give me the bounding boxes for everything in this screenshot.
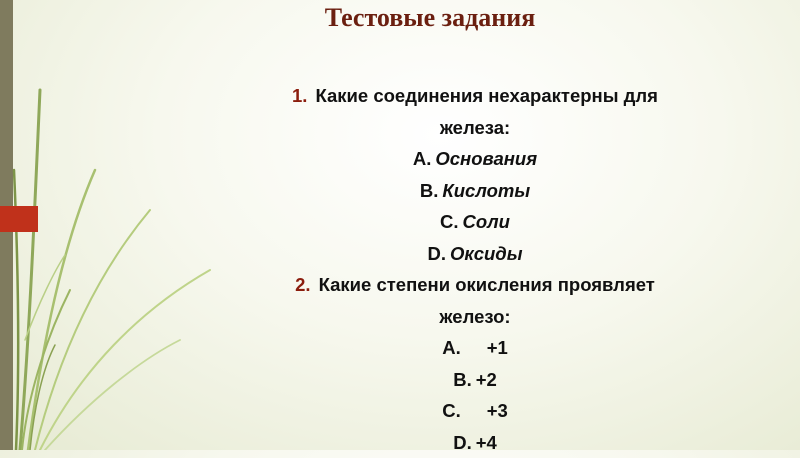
answer-option[interactable] [230,427,720,458]
answer-option[interactable] [230,175,720,207]
option-letter: C. [442,400,461,421]
option-letter: D. [427,243,446,264]
question-number: 2. [295,274,310,295]
option-letter: B. [420,180,439,201]
accent-bar [0,206,38,232]
option-text: +3 [487,400,508,421]
slide-title: Тестовые задания [60,3,800,33]
option-text: Основания [435,148,537,169]
slide-content [230,80,720,458]
option-text: Оксиды [450,243,523,264]
question-text-continued: железа: [230,112,720,144]
question-number: 1. [292,85,307,106]
answer-option[interactable] [230,238,720,270]
answer-option[interactable] [230,395,720,427]
answer-option[interactable] [230,332,720,364]
option-letter: A. [442,337,461,358]
option-text: +2 [476,369,497,390]
option-text: Кислоты [442,180,530,201]
question-text-continued: железо: [230,301,720,333]
option-text: Соли [463,211,510,232]
question-text: Какие соединения нехарактерны для [315,85,658,106]
answer-option[interactable] [230,206,720,238]
answer-option[interactable] [230,143,720,175]
option-text: +1 [487,337,508,358]
question-text: Какие степени окисления проявляет [319,274,655,295]
option-letter: A. [413,148,432,169]
option-letter: B. [453,369,472,390]
option-text: +4 [476,432,497,453]
option-letter: D. [453,432,472,453]
answer-option[interactable] [230,364,720,396]
question-1 [230,80,720,112]
question-2 [230,269,720,301]
option-letter: C. [440,211,459,232]
